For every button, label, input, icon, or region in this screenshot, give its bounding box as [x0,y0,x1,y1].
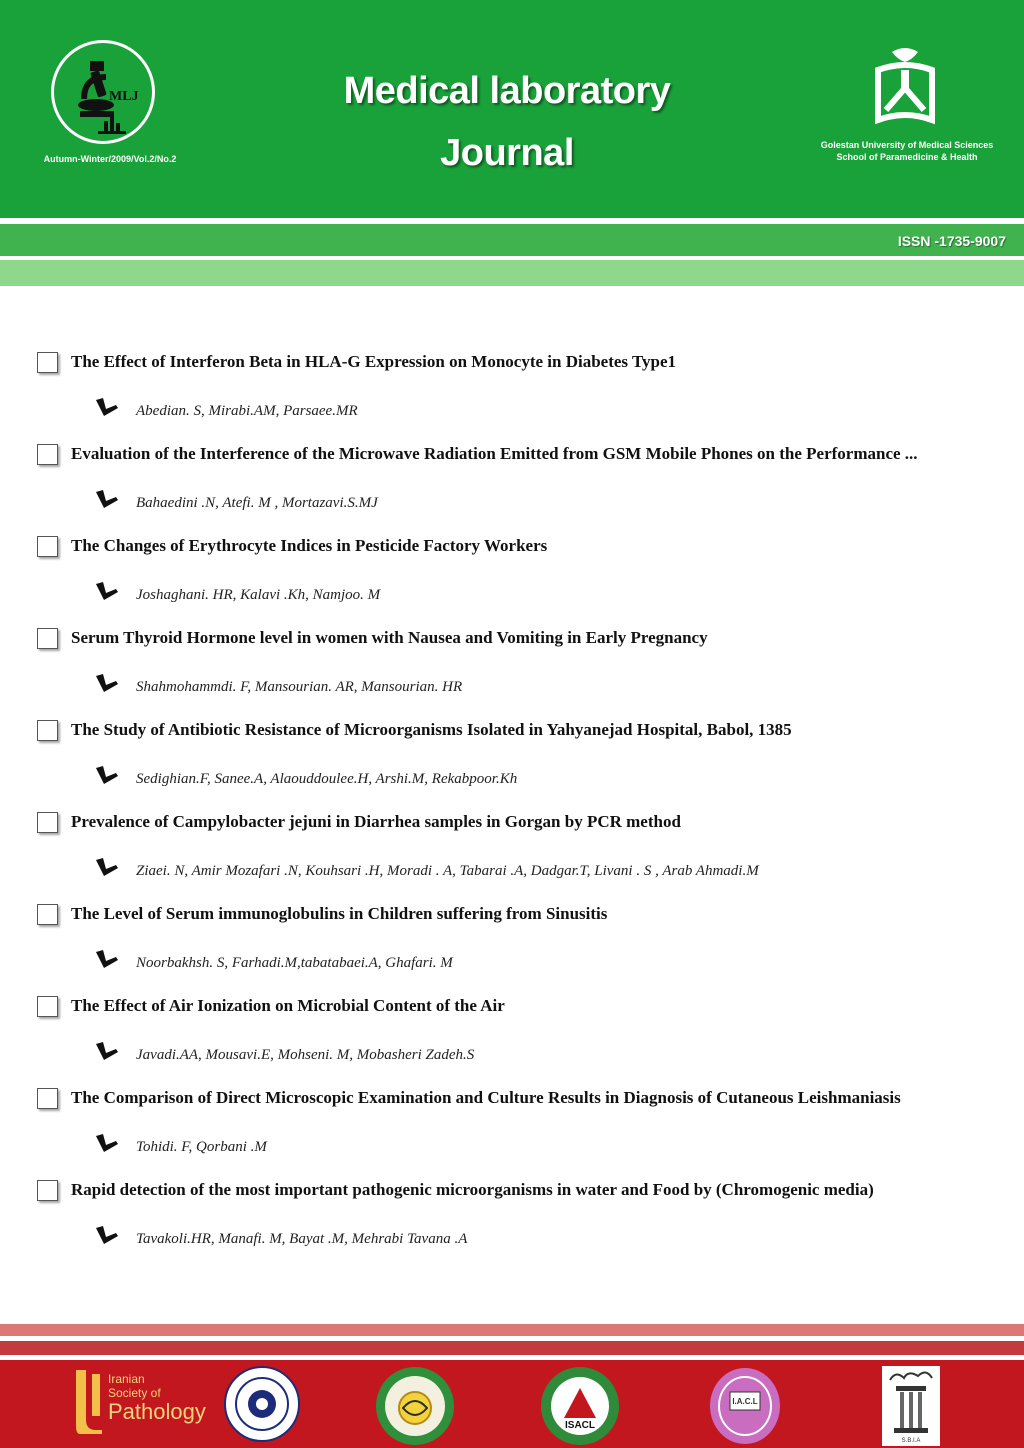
article-title[interactable]: The Study of Antibiotic Resistance of Microorganisms Isolated in Yahyanejad Hospital, Babol, 1385 [71,720,792,739]
article-authors: Ziaei. N, Amir Mozafari .N, Kouhsari .H, Moradi . A, Tabarai .A, Dadgar.T, Livani . S , Arab Ahmadi.M [136,863,759,879]
arrow-icon [94,1224,120,1246]
article-title[interactable]: The Effect of Interferon Beta in HLA-G Expression on Monocyte in Diabetes Type1 [71,352,677,371]
arrow-icon [94,580,120,602]
footer-stripe-dark [0,1341,1024,1355]
pathology-society-logo-icon [72,1366,106,1436]
university-emblem-icon [872,48,938,128]
laboratory-society-seal-icon [370,1366,460,1446]
isacl-seal-icon [538,1366,622,1446]
pathology-society-line1: Iranian [108,1372,145,1386]
publisher-info [800,139,1014,163]
article-authors: Tavakoli.HR, Manafi. M, Bayat .M, Mehrabi Tavana .A [136,1231,468,1247]
sbia-label: S.B.I.A [901,1438,921,1444]
article-item[interactable] [0,442,1024,534]
article-title[interactable]: The Effect of Air Ionization on Microbial Content of the Air [71,996,505,1015]
article-title[interactable]: Rapid detection of the most important pathogenic microorganisms in water and Food by (Chromogenic media) [71,1180,874,1199]
article-item[interactable] [0,350,1024,442]
article-authors: Tohidi. F, Qorbani .M [136,1139,267,1155]
journal-title [302,60,712,184]
journal-header [0,0,1024,218]
pathology-society-line2: Society of [108,1386,161,1400]
article-checkbox[interactable] [37,352,58,373]
article-title[interactable]: Serum Thyroid Hormone level in women with Nausea and Vomiting in Early Pregnancy [71,628,708,647]
pathology-society-line3: Pathology [108,1399,206,1424]
arrow-icon [94,672,120,694]
sbia-emblem-icon [882,1366,940,1446]
iacl-seal-icon [708,1366,782,1446]
issn-label: ISSN -1735-9007 [897,233,1006,249]
article-checkbox[interactable] [37,904,58,925]
arrow-icon [94,1132,120,1154]
table-of-contents [0,350,1024,1270]
article-authors: Shahmohammdi. F, Mansourian. AR, Mansourian. HR [136,679,463,695]
arrow-icon [94,764,120,786]
article-checkbox[interactable] [37,996,58,1017]
mlj-logo [51,40,155,144]
header-band-light [0,260,1024,286]
article-authors: Bahaedini .N, Atefi. M , Mortazavi.S.MJ [136,495,378,511]
arrow-icon [94,948,120,970]
article-item[interactable] [0,810,1024,902]
parasitology-society-seal-icon [222,1366,302,1442]
arrow-icon [94,488,120,510]
article-title[interactable]: The Level of Serum immunoglobulins in Children suffering from Sinusitis [71,904,608,923]
article-item[interactable] [0,1086,1024,1178]
pathology-society-name [108,1372,206,1424]
mlj-logo-text: MLJ [109,89,139,104]
article-checkbox[interactable] [37,444,58,465]
article-checkbox[interactable] [37,1088,58,1109]
article-item[interactable] [0,534,1024,626]
iacl-label: I.A.C.L [732,1397,758,1406]
microscope-icon [54,43,152,141]
article-checkbox[interactable] [37,812,58,833]
article-authors: Abedian. S, Mirabi.AM, Parsaee.MR [136,403,358,419]
issue-label: Autumn-Winter/2009/Vol.2/No.2 [43,154,177,164]
arrow-icon [94,856,120,878]
article-authors: Joshaghani. HR, Kalavi .Kh, Namjoo. M [136,587,381,603]
article-checkbox[interactable] [37,536,58,557]
article-item[interactable] [0,718,1024,810]
article-title[interactable]: Prevalence of Campylobacter jejuni in Diarrhea samples in Gorgan by PCR method [71,812,681,831]
article-title[interactable]: The Comparison of Direct Microscopic Examination and Culture Results in Diagnosis of Cutaneous Leishmaniasis [71,1088,901,1107]
article-authors: Javadi.AA, Mousavi.E, Mohseni. M, Mobasheri Zadeh.S [136,1047,475,1063]
journal-title-line2: Journal [440,132,574,174]
isacl-label: ISACL [565,1420,595,1431]
arrow-icon [94,396,120,418]
article-title[interactable]: Evaluation of the Interference of the Microwave Radiation Emitted from GSM Mobile Phones on the Performance ... [71,444,918,463]
article-item[interactable] [0,994,1024,1086]
arrow-icon [94,1040,120,1062]
article-authors: Sedighian.F, Sanee.A, Alaouddoulee.H, Arshi.M, Rekabpoor.Kh [136,771,518,787]
article-item[interactable] [0,1178,1024,1270]
university-logo [872,48,938,132]
publisher-line2: School of Paramedicine & Health [836,152,978,162]
article-checkbox[interactable] [37,628,58,649]
header-band [0,224,1024,256]
publisher-line1: Golestan University of Medical Sciences [820,140,994,150]
article-checkbox[interactable] [37,1180,58,1201]
article-checkbox[interactable] [37,720,58,741]
article-authors: Noorbakhsh. S, Farhadi.M,tabatabaei.A, Ghafari. M [136,955,453,971]
article-item[interactable] [0,902,1024,994]
article-title[interactable]: The Changes of Erythrocyte Indices in Pesticide Factory Workers [71,536,548,555]
footer-stripe-light [0,1324,1024,1336]
journal-title-line1: Medical laboratory [343,70,671,112]
article-item[interactable] [0,626,1024,718]
